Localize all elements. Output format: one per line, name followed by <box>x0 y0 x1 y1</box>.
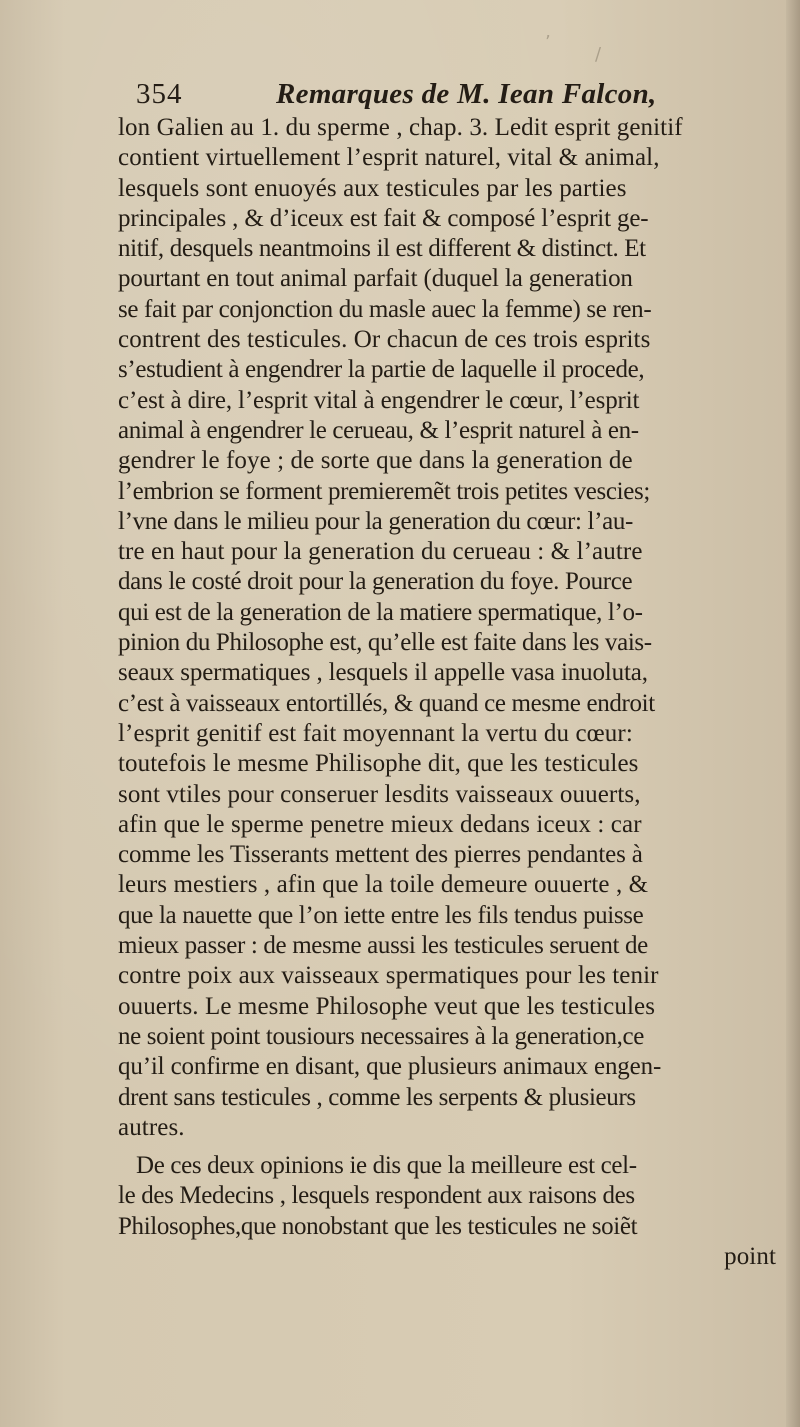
text-line: dans le costé droit pour la generation du foye. Pource <box>118 568 633 596</box>
text-line: leurs mestiers , afin que la toile demeure ouuerte , & <box>118 871 649 899</box>
text-line: lesquels sont enuoyés aux testicules par les parties <box>118 174 627 202</box>
text-line: gendrer le foye ; de sorte que dans la generation de <box>118 447 633 475</box>
paper-mark: ’ <box>545 32 551 53</box>
page-header <box>136 76 756 112</box>
text-line: animal à engendrer le cerueau, & l’esprit naturel à en- <box>118 416 639 444</box>
text-line: comme les Tisserants mettent des pierres pendantes à <box>118 841 643 869</box>
text-line: le des Medecins , lesquels respondent aux raisons des <box>118 1182 635 1210</box>
text-line: nitif, desquels neantmoins il est different & distinct. Et <box>118 235 646 263</box>
text-line: seaux spermatiques , lesquels il appelle vasa inuoluta, <box>118 659 648 687</box>
page-number: 354 <box>136 78 183 110</box>
text-line: autres. <box>118 1113 185 1141</box>
text-line: qu’il confirme en disant, que plusieurs animaux engen- <box>118 1053 662 1081</box>
text-line: mieux passer : de mesme aussi les testicules seruent de <box>118 932 648 960</box>
text-line: afin que le sperme penetre mieux dedans iceux : car <box>118 810 642 838</box>
text-line: contre poix aux vaisseaux spermatiques pour les tenir <box>118 962 659 990</box>
catchword: point <box>724 1242 776 1270</box>
running-title: Remarques de M. Iean Falcon, <box>276 78 657 110</box>
text-line: que la nauette que l’on iette entre les fils tendus puisse <box>118 901 644 929</box>
text-line: ne soient point tousiours necessaires à la generation,ce <box>118 1022 645 1050</box>
text-line: l’vne dans le milieu pour la generation du cœur: l’au- <box>118 507 633 535</box>
text-line: tre en haut pour la generation du cerueau : & l’autre <box>118 538 643 566</box>
text-line: Philosophes,que nonobstant que les testicules ne soiẽt <box>118 1212 638 1240</box>
text-line: ouuerts. Le mesme Philosophe veut que les testicules <box>118 992 656 1020</box>
paragraph-start-line: De ces deux opinions ie dis que la meilleure est cel- <box>136 1152 637 1180</box>
text-line: qui est de la generation de la matiere spermatique, l’o- <box>118 598 643 626</box>
text-line: contrent des testicules. Or chacun de ces trois esprits <box>118 326 651 354</box>
text-line: se fait par conjonction du masle auec la femme) se ren- <box>118 295 652 323</box>
text-line: toutefois le mesme Philisophe dit, que les testicules <box>118 750 639 778</box>
text-line: l’esprit genitif est fait moyennant la vertu du cœur: <box>118 719 633 747</box>
text-line: c’est à dire, l’esprit vital à engendrer le cœur, l’esprit <box>118 386 640 414</box>
text-line: principales , & d’iceux est fait & composé l’esprit ge- <box>118 204 649 232</box>
text-line: c’est à vaisseaux entortillés, & quand ce mesme endroit <box>118 689 655 717</box>
text-line: contient virtuellement l’esprit naturel, vital & animal, <box>118 144 660 172</box>
paper-mark: / <box>595 44 602 65</box>
text-line: pourtant en tout animal parfait (duquel la generation <box>118 265 633 293</box>
text-line: sont vtiles pour conseruer lesdits vaisseaux ouuerts, <box>118 780 641 808</box>
text-line: pinion du Philosophe est, qu’elle est faite dans les vais- <box>118 629 652 657</box>
main-text <box>118 113 794 1272</box>
text-line: s’estudient à engendrer la partie de laquelle il procede, <box>118 356 645 384</box>
text-line: l’embrion se forment premieremẽt trois petites vescies; <box>118 477 650 505</box>
text-line: drent sans testicules , comme les serpents & plusieurs <box>118 1083 636 1111</box>
text-line: lon Galien au 1. du sperme , chap. 3. Ledit esprit genitif <box>118 114 683 141</box>
